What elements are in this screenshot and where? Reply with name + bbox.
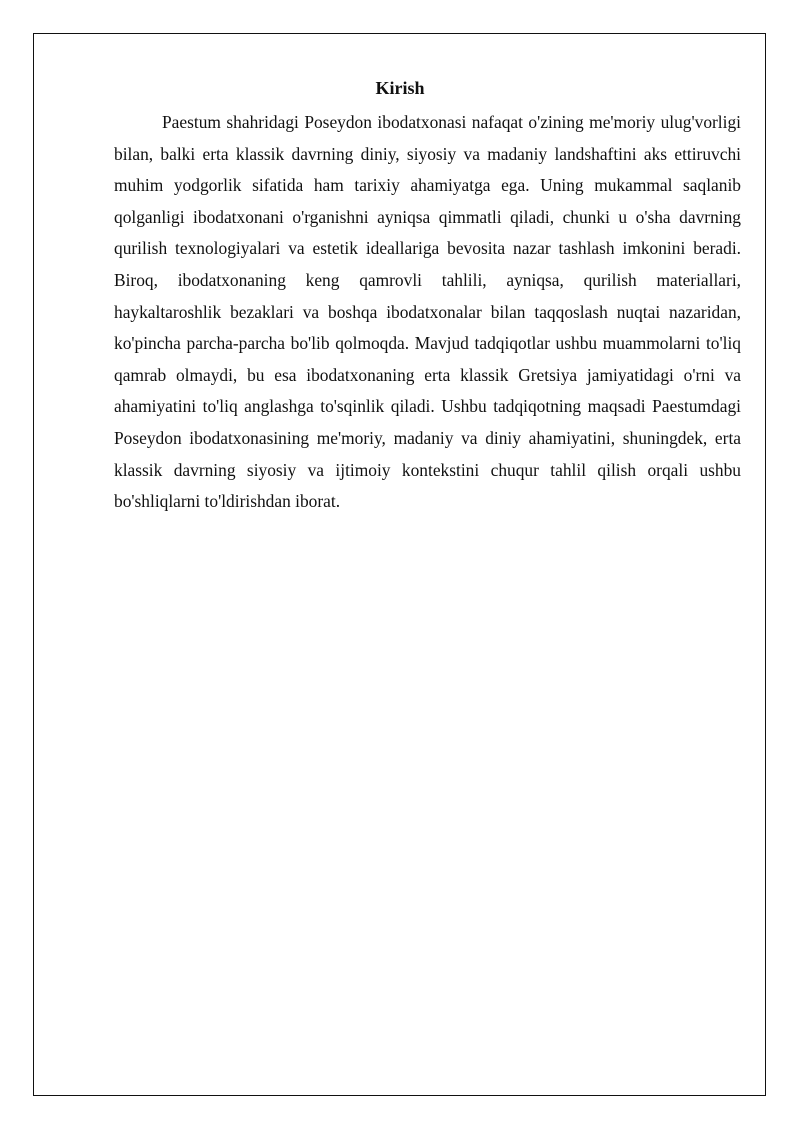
body-paragraph: Paestum shahridagi Poseydon ibodatxonasi nafaqat o'zining me'moriy ulug'vorligi bilan, balki erta klassik davrning diniy, siyosiy va madaniy landshaftini aks ettiruvchi muhim yodgorlik sifatida ham tarixiy ahamiyatga ega. Uning mukammal saqlanib qolganligi ibodatxonani o'rganishni ayniqsa qimmatli qiladi, chunki u o'sha davrning qurilish texnologiyalari va estetik ideallariga bevosita nazar tashlash imkonini beradi. Biroq, ibodatxonaning keng qamrovli tahlili, ayniqsa, qurilish materiallari, haykaltaroshlik bezaklari va boshqa ibodatxonalar bilan taqqoslash nuqtai nazaridan, ko'pincha parcha-parcha bo'lib qolmoqda. Mavjud tadqiqotlar ushbu muammolarni to'liq qamrab olmaydi, bu esa ibodatxonaning erta klassik Gretsiya jamiyatidagi o'rni va ahamiyatini to'liq anglashga to'sqinlik qiladi. Ushbu tadqiqotning maqsadi Paestumdagi Poseydon ibodatxonasining me'moriy, madaniy va diniy ahamiyatini, shuningdek, erta klassik davrning siyosiy va ijtimoiy kontekstini chuqur tahlil qilish orqali ushbu bo'shliqlarni to'ldirishdan iborat.	[114, 112, 741, 512]
page-title: Kirish	[375, 78, 425, 98]
